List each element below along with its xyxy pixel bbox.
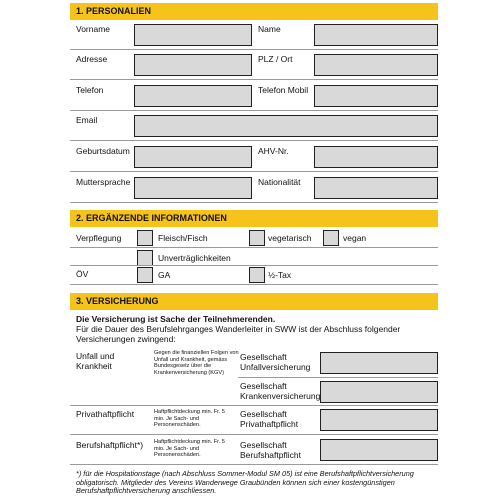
divider — [70, 171, 255, 172]
section-header-versicherung: 3. VERSICHERUNG — [70, 293, 438, 310]
divider — [70, 284, 438, 285]
divider — [70, 247, 438, 248]
label-plz-ort: PLZ / Ort — [258, 54, 293, 64]
label-berufshaftpflicht: Berufshaftpflicht*) — [76, 440, 144, 450]
label-halbtax: ½-Tax — [268, 270, 292, 280]
checkbox-fleisch[interactable] — [137, 230, 153, 246]
input-gesellschaft-berufshaftpflicht[interactable] — [320, 439, 438, 461]
intro-bold: Die Versicherung ist Sache der Teilnehmerenden. — [76, 314, 276, 324]
section-header-personalien: 1. PERSONALIEN — [70, 3, 438, 20]
divider — [255, 110, 438, 111]
checkbox-vegan[interactable] — [323, 230, 339, 246]
divider — [255, 171, 438, 172]
label-ov: ÖV — [76, 269, 89, 279]
footnote: *) für die Hospitationstage (nach Abschluss Sommer-Modul SM 05) ist eine Berufshaftpflichtversicherung obligatorisch. Mitglieder des Vereins Wanderwege Graubünden können sich einer kostengünstigen Berufshaftpflichtversicherung anschliessen. — [76, 469, 414, 496]
label-verpflegung: Verpflegung — [76, 233, 122, 243]
divider — [70, 265, 438, 266]
label-gesellschaft-kranken: Gesellschaft Krankenversicherung — [240, 381, 321, 401]
label-ahv: AHV-Nr. — [258, 146, 289, 156]
input-adresse[interactable] — [134, 54, 252, 76]
label-gesellschaft-unfall: Gesellschaft Unfallversicherung — [240, 352, 311, 372]
input-telefon[interactable] — [134, 85, 252, 107]
label-vegan: vegan — [343, 233, 367, 243]
divider — [70, 434, 438, 435]
input-nationalitaet[interactable] — [314, 177, 438, 199]
input-vorname[interactable] — [134, 24, 252, 46]
divider — [70, 140, 438, 141]
section-header-ergaenzende-informationen: 2. ERGÄNZENDE INFORMATIONEN — [70, 210, 438, 227]
label-telefon: Telefon — [76, 85, 104, 95]
divider — [255, 79, 438, 80]
label-unvertraeglichkeiten: Unverträglichkeiten — [158, 253, 231, 263]
input-telefon-mobil[interactable] — [314, 85, 438, 107]
divider — [70, 110, 255, 111]
label-privathaftpflicht: Privathaftpflicht — [76, 409, 135, 419]
input-gesellschaft-privathaftpflicht[interactable] — [320, 409, 438, 431]
checkbox-halbtax[interactable] — [249, 267, 265, 283]
label-gesellschaft-berufshaftpflicht: Gesellschaft Berufshaftpflicht — [240, 440, 301, 460]
divider — [238, 377, 438, 378]
label-vorname: Vorname — [76, 24, 111, 34]
label-nationalitaet: Nationalität — [258, 177, 301, 187]
divider — [70, 79, 255, 80]
label-adresse: Adresse — [76, 54, 108, 64]
input-name[interactable] — [314, 24, 438, 46]
input-plz-ort[interactable] — [314, 54, 438, 76]
divider — [70, 405, 438, 406]
label-fleisch: Fleisch/Fisch — [158, 233, 208, 243]
divider — [70, 464, 438, 465]
input-ahv[interactable] — [314, 146, 438, 168]
divider — [255, 202, 438, 203]
input-email[interactable] — [134, 115, 438, 137]
divider — [70, 202, 255, 203]
note-unfall-krankheit: Gegen die finanziellen Folgen von Unfall und Krankheit, gemäss Bundesgesetz über die Krankenversicherung (KGV) — [154, 350, 239, 376]
label-geburtsdatum: Geburtsdatum — [76, 146, 130, 156]
label-vegetarisch: vegetarisch — [268, 233, 312, 243]
input-geburtsdatum[interactable] — [134, 146, 252, 168]
note-privathaftpflicht: Haftpflichtdeckung min. Fr. 5 mio. Je Sach- und Personenschäden. — [154, 409, 225, 429]
note-berufshaftpflicht: Haftpflichtdeckung min. Fr. 5 mio. Je Sach- und Personenschäden. — [154, 439, 225, 459]
label-email: Email — [76, 115, 98, 125]
label-gesellschaft-privathaftpflicht: Gesellschaft Privathaftpflicht — [240, 409, 299, 429]
label-unfall-krankheit: Unfall und Krankheit — [76, 351, 115, 371]
input-gesellschaft-unfall[interactable] — [320, 352, 438, 374]
intro-text: Für die Dauer des Berufslehrganges Wanderleiter in SWW ist der Abschluss folgender Versicherungen zwingend: — [76, 324, 401, 344]
divider — [70, 49, 255, 50]
label-muttersprache: Muttersprache — [76, 177, 131, 187]
divider — [255, 49, 438, 50]
label-telefon-mobil: Telefon Mobil — [258, 85, 309, 95]
input-gesellschaft-kranken[interactable] — [320, 381, 438, 403]
input-muttersprache[interactable] — [134, 177, 252, 199]
checkbox-ga[interactable] — [137, 267, 153, 283]
checkbox-vegetarisch[interactable] — [249, 230, 265, 246]
label-name: Name — [258, 24, 281, 34]
label-ga: GA — [158, 270, 171, 280]
checkbox-unvertraeglichkeiten[interactable] — [137, 250, 153, 266]
